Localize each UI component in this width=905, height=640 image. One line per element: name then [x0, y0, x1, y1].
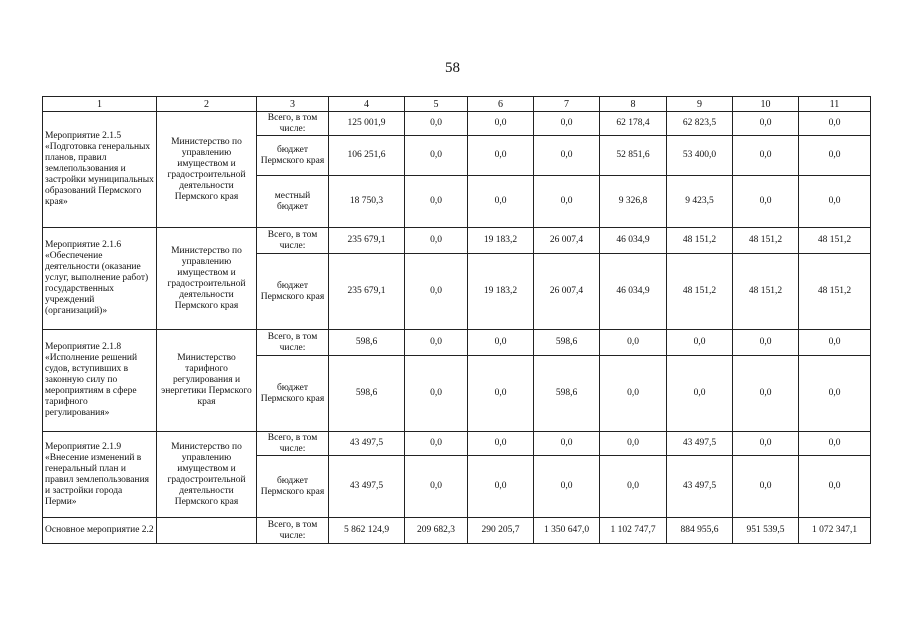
measure-name: Мероприятие 2.1.8 «Исполнение решений судов, вступивших в законную силу по мероприятиям в сфере тарифного регулирования» [43, 330, 157, 432]
amount-cell: 209 682,3 [405, 518, 468, 544]
amount-cell: 0,0 [534, 136, 600, 176]
amount-cell: 0,0 [667, 330, 733, 356]
amount-cell: 235 679,1 [329, 228, 405, 254]
amount-cell: 48 151,2 [733, 254, 799, 330]
amount-cell: 0,0 [405, 432, 468, 456]
amount-cell: 0,0 [799, 432, 871, 456]
header-cell: 5 [405, 97, 468, 112]
amount-cell: 598,6 [534, 356, 600, 432]
amount-cell: 0,0 [405, 228, 468, 254]
amount-cell: 0,0 [799, 330, 871, 356]
amount-cell: 0,0 [534, 456, 600, 518]
amount-cell: 43 497,5 [667, 456, 733, 518]
amount-cell: 48 151,2 [733, 228, 799, 254]
amount-cell: 52 851,6 [600, 136, 667, 176]
funding-source: бюджет Пермского края [257, 136, 329, 176]
amount-cell: 0,0 [468, 456, 534, 518]
amount-cell: 43 497,5 [667, 432, 733, 456]
amount-cell: 0,0 [468, 112, 534, 136]
header-cell: 6 [468, 97, 534, 112]
amount-cell: 0,0 [534, 432, 600, 456]
amount-cell: 0,0 [534, 176, 600, 228]
amount-cell: 0,0 [799, 136, 871, 176]
executor-name [157, 518, 257, 544]
executor-name: Министерство по управлению имуществом и градостроительной деятельности Пермского края [157, 228, 257, 330]
amount-cell: 5 862 124,9 [329, 518, 405, 544]
amount-cell: 0,0 [405, 136, 468, 176]
amount-cell: 0,0 [405, 356, 468, 432]
amount-cell: 290 205,7 [468, 518, 534, 544]
amount-cell: 0,0 [600, 456, 667, 518]
amount-cell: 0,0 [799, 356, 871, 432]
header-cell: 8 [600, 97, 667, 112]
funding-source: Всего, в том числе: [257, 518, 329, 544]
executor-name: Министерство тарифного регулирования и энергетики Пермского края [157, 330, 257, 432]
amount-cell: 19 183,2 [468, 228, 534, 254]
amount-cell: 0,0 [405, 112, 468, 136]
amount-cell: 18 750,3 [329, 176, 405, 228]
measure-name: Мероприятие 2.1.6 «Обеспечение деятельности (оказание услуг, выполнение работ) государственных учреждений (организаций)» [43, 228, 157, 330]
amount-cell: 0,0 [733, 330, 799, 356]
amount-cell: 46 034,9 [600, 254, 667, 330]
budget-table [42, 96, 871, 544]
amount-cell: 598,6 [329, 330, 405, 356]
amount-cell: 598,6 [534, 330, 600, 356]
amount-cell: 62 178,4 [600, 112, 667, 136]
amount-cell: 0,0 [468, 176, 534, 228]
amount-cell: 0,0 [733, 356, 799, 432]
amount-cell: 53 400,0 [667, 136, 733, 176]
funding-source: Всего, в том числе: [257, 330, 329, 356]
amount-cell: 106 251,6 [329, 136, 405, 176]
amount-cell: 0,0 [733, 456, 799, 518]
amount-cell: 0,0 [667, 356, 733, 432]
amount-cell: 0,0 [733, 176, 799, 228]
amount-cell: 0,0 [405, 330, 468, 356]
amount-cell: 951 539,5 [733, 518, 799, 544]
funding-source: Всего, в том числе: [257, 228, 329, 254]
amount-cell: 0,0 [468, 330, 534, 356]
amount-cell: 9 326,8 [600, 176, 667, 228]
amount-cell: 19 183,2 [468, 254, 534, 330]
amount-cell: 26 007,4 [534, 254, 600, 330]
amount-cell: 1 350 647,0 [534, 518, 600, 544]
funding-source: бюджет Пермского края [257, 356, 329, 432]
amount-cell: 0,0 [405, 254, 468, 330]
funding-source: бюджет Пермского края [257, 254, 329, 330]
amount-cell: 62 823,5 [667, 112, 733, 136]
funding-source: местный бюджет [257, 176, 329, 228]
table-row [43, 330, 871, 356]
amount-cell: 235 679,1 [329, 254, 405, 330]
amount-cell: 0,0 [600, 356, 667, 432]
header-cell: 1 [43, 97, 157, 112]
amount-cell: 48 151,2 [667, 254, 733, 330]
amount-cell: 9 423,5 [667, 176, 733, 228]
amount-cell: 0,0 [468, 356, 534, 432]
page-number: 58 [445, 60, 460, 76]
funding-source: Всего, в том числе: [257, 112, 329, 136]
amount-cell: 0,0 [799, 456, 871, 518]
amount-cell: 0,0 [405, 456, 468, 518]
amount-cell: 48 151,2 [667, 228, 733, 254]
header-cell: 3 [257, 97, 329, 112]
table-row [43, 518, 871, 544]
amount-cell: 0,0 [405, 176, 468, 228]
amount-cell: 1 102 747,7 [600, 518, 667, 544]
amount-cell: 0,0 [600, 330, 667, 356]
measure-name: Основное мероприятие 2.2 [43, 518, 157, 544]
executor-name: Министерство по управлению имуществом и градостроительной деятельности Пермского края [157, 112, 257, 228]
funding-source: Всего, в том числе: [257, 432, 329, 456]
header-cell: 11 [799, 97, 871, 112]
header-cell: 4 [329, 97, 405, 112]
amount-cell: 43 497,5 [329, 432, 405, 456]
amount-cell: 46 034,9 [600, 228, 667, 254]
table-row [43, 112, 871, 136]
header-cell: 2 [157, 97, 257, 112]
header-cell: 9 [667, 97, 733, 112]
amount-cell: 0,0 [733, 432, 799, 456]
table-row [43, 228, 871, 254]
amount-cell: 0,0 [733, 136, 799, 176]
table-row [43, 432, 871, 456]
amount-cell: 125 001,9 [329, 112, 405, 136]
executor-name: Министерство по управлению имуществом и градостроительной деятельности Пермского края [157, 432, 257, 518]
measure-name: Мероприятие 2.1.9 «Внесение изменений в генеральный план и правил землепользования и застройки города Перми» [43, 432, 157, 518]
amount-cell: 43 497,5 [329, 456, 405, 518]
header-row [43, 97, 871, 112]
amount-cell: 0,0 [733, 112, 799, 136]
amount-cell: 0,0 [799, 112, 871, 136]
funding-source: бюджет Пермского края [257, 456, 329, 518]
amount-cell: 26 007,4 [534, 228, 600, 254]
amount-cell: 0,0 [600, 432, 667, 456]
header-cell: 10 [733, 97, 799, 112]
amount-cell: 0,0 [534, 112, 600, 136]
header-cell: 7 [534, 97, 600, 112]
amount-cell: 598,6 [329, 356, 405, 432]
amount-cell: 1 072 347,1 [799, 518, 871, 544]
amount-cell: 48 151,2 [799, 228, 871, 254]
amount-cell: 48 151,2 [799, 254, 871, 330]
amount-cell: 0,0 [799, 176, 871, 228]
amount-cell: 0,0 [468, 136, 534, 176]
amount-cell: 884 955,6 [667, 518, 733, 544]
amount-cell: 0,0 [468, 432, 534, 456]
measure-name: Мероприятие 2.1.5 «Подготовка генеральных планов, правил землепользования и застройки муниципальных образований Пермского края» [43, 112, 157, 228]
